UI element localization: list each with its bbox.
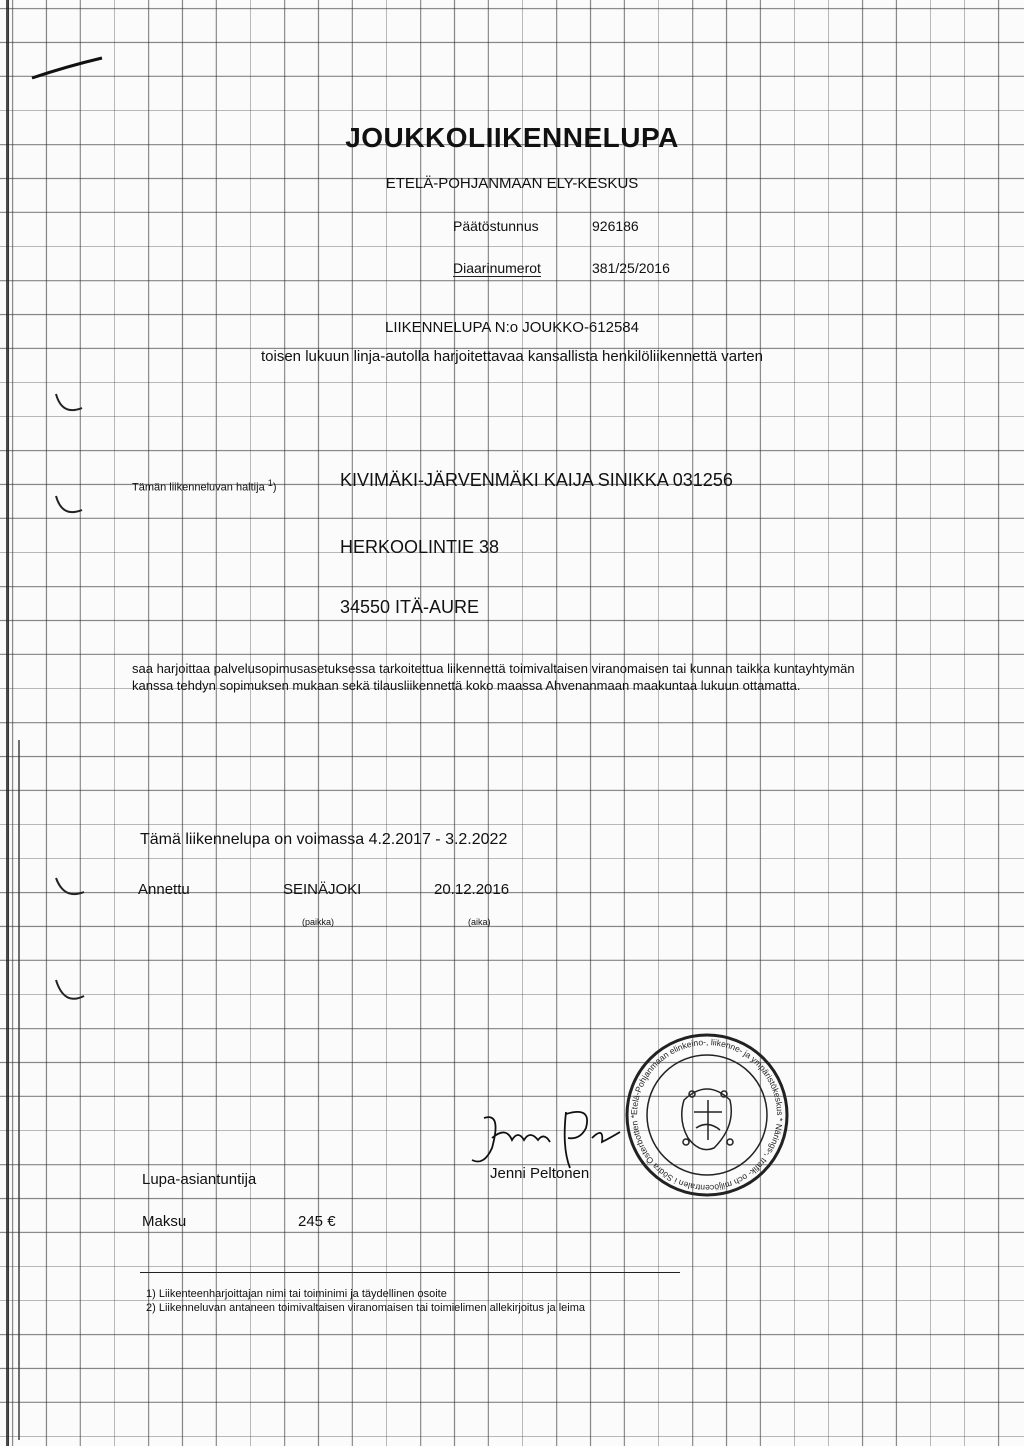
diary-number-value: 381/25/2016 [592,260,670,276]
footnote-2 [146,1302,585,1314]
place-caption: (paikka) [302,917,335,927]
left-margin-rule-lower [18,740,20,1440]
date-caption: (aika) [468,917,491,927]
issuing-authority: ETELÄ-POHJANMAAN ELY-KESKUS [385,175,639,192]
left-margin-rule [6,0,9,1446]
issued-date: 20.12.2016 [434,881,510,898]
decision-number-value: 926186 [592,218,639,234]
document-title: JOUKKOLIIKENNELUPA [345,122,679,153]
decision-number-label: Päätöstunnus [453,218,539,234]
footnote-1-number: 1) [146,1288,156,1300]
footnote-2-number: 2) [146,1302,156,1314]
holder-footnote-ref: 1 [267,478,273,488]
holder-label-text: Tämän liikenneluvan haltija [132,481,265,494]
fee-label: Maksu [142,1213,187,1230]
holder-label: Tämän liikenneluvan haltija $^1$) [132,478,277,494]
issued-place: SEINÄJOKI [283,881,362,898]
official-seal-stamp [622,1030,792,1200]
license-purpose: toisen lukuun linja-autolla harjoitettavaa kansallista henkilöliikennettä varten [261,348,763,365]
signatory-role-label: Lupa-asiantuntija [142,1171,257,1188]
issued-label: Annettu [138,881,190,898]
license-number: LIIKENNELUPA N:o JOUKKO-612584 [384,319,639,336]
holder-name: KIVIMÄKI-JÄRVENMÄKI KAIJA SINIKKA 031256 [340,470,733,490]
footnote-rule [140,1272,680,1273]
license-rights-text: saa harjoittaa palvelusopimusasetuksessa tarkoitettua liikennettä toimivaltaisen viranomaisen tai kunnan taikka kuntayhtymän kanssa tehdyn sopimuksen mukaan sekä tilausliikennettä koko maassa Ahvenanmaan maakuntaa lukuun ottamatta. [132,661,855,693]
svg-text:Etelä-Pohjanmaan elinkeino-, l [629,1037,785,1193]
footnote-2-text: Liikenneluvan antaneen toimivaltaisen viranomaisen tai toimielimen allekirjoitus ja leima [158,1302,586,1314]
seal-text: Etelä-Pohjanmaan elinkeino-, liikenne- ja ympäristökeskus * Närings-, trafik- och miljöcentralen i Södra Österbotten * [628,1036,786,1194]
holder-street-address: HERKOOLINTIE 38 [340,537,500,557]
signatory-name: Jenni Peltonen [490,1165,590,1182]
validity-period: Tämä liikennelupa on voimassa 4.2.2017 - 3.2.2022 [140,831,508,848]
fee-value: 245 € [298,1213,336,1230]
footnote-1 [146,1288,447,1300]
footnote-1-text: Liikenteenharjoittajan nimi tai toiminimi ja täydellinen osoite [158,1288,447,1300]
diary-number-label: Diaarinumerot [453,260,541,276]
holder-postal-address: 34550 ITÄ-AURE [340,597,480,617]
margin-check-marks [40,380,100,1020]
pen-stroke-mark [28,48,108,88]
